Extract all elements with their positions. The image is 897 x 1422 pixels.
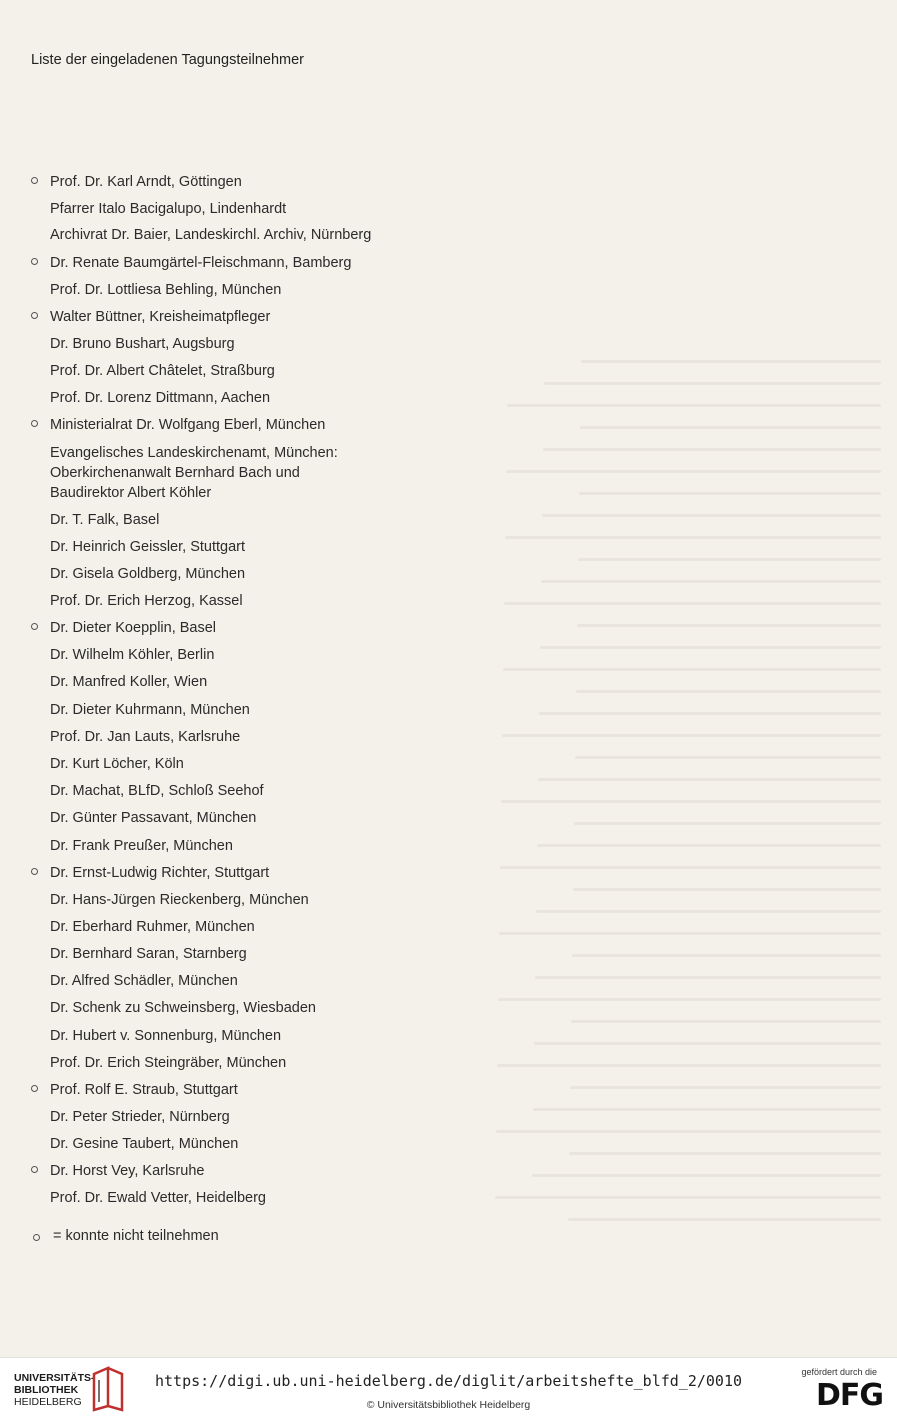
bleed-through-line [496,1130,881,1133]
bleed-through-line [535,976,881,979]
bleed-through-line [532,1174,881,1177]
bleed-through-line [507,404,881,407]
participant-row: Dr. Manfred Koller, Wien [50,674,208,690]
bleed-through-line [577,624,881,627]
participant-row: Dr. Bruno Bushart, Augsburg [50,336,235,352]
library-logo-line2: BIBLIOTHEK [14,1384,79,1396]
legend-text: = konnte nicht teilnehmen [53,1228,219,1244]
participant-row: Walter Büttner, Kreisheimatpfleger [50,309,271,325]
dfg-logo: DFG [815,1378,883,1413]
participant-row: Dr. Hubert v. Sonnenburg, München [50,1028,282,1044]
absent-marker-icon [31,312,38,319]
bleed-through-line [573,888,881,891]
bleed-through-line [541,580,881,583]
participant-row: Dr. Schenk zu Schweinsberg, Wiesbaden [50,1000,316,1016]
bleed-through-line [534,1042,881,1045]
library-logo-line1: UNIVERSITÄTS- [14,1372,95,1384]
bleed-through-line [502,734,881,737]
participant-row: Prof. Dr. Karl Arndt, Göttingen [50,174,242,190]
participant-row: Dr. Horst Vey, Karlsruhe [50,1163,205,1179]
absent-marker-icon [31,420,38,427]
absent-marker-icon [31,177,38,184]
participant-row: Pfarrer Italo Bacigalupo, Lindenhardt [50,201,287,217]
absent-marker-icon [31,1085,38,1092]
bleed-through-line [578,558,881,561]
participant-row: Dr. Alfred Schädler, München [50,973,238,989]
bleed-through-line [500,866,881,869]
participant-row: Dr. Hans-Jürgen Rieckenberg, München [50,892,309,908]
participant-row: Prof. Dr. Erich Steingräber, München [50,1055,287,1071]
participant-row: Dr. Eberhard Ruhmer, München [50,919,255,935]
bleed-through-line [538,778,881,781]
permalink-url[interactable]: https://digi.ub.uni-heidelberg.de/diglit/arbeitshefte_blfd_2/0010 [155,1372,742,1390]
participant-row: Archivrat Dr. Baier, Landeskirchl. Archiv, Nürnberg [50,227,372,243]
bleed-through-line [581,360,881,363]
bleed-through-line [539,712,881,715]
absent-marker-icon [31,1166,38,1173]
bleed-through-line [497,1064,881,1067]
bleed-through-line [533,1108,881,1111]
participant-row: Dr. Ernst-Ludwig Richter, Stuttgart [50,865,270,881]
participant-row: Dr. Bernhard Saran, Starnberg [50,946,247,962]
absent-marker-icon [31,258,38,265]
participant-row: Dr. Kurt Löcher, Köln [50,756,184,772]
bleed-through-line [542,514,881,517]
bleed-through-line [575,756,881,759]
bleed-through-line [543,448,881,451]
bleed-through-line [571,1020,881,1023]
participant-row: Dr. Gesine Taubert, München [50,1136,239,1152]
bleed-through-line [568,1218,881,1221]
bleed-through-line [540,646,881,649]
library-logo-line3: HEIDELBERG [14,1396,82,1408]
bleed-through-line [537,844,881,847]
bleed-through-line [504,602,881,605]
page-title: Liste der eingeladenen Tagungsteilnehmer [31,52,305,68]
bleed-through-line [544,382,881,385]
participant-row: Dr. T. Falk, Basel [50,512,160,528]
bleed-through-line [505,536,881,539]
bleed-through-line [579,492,881,495]
participant-row: Prof. Dr. Lottliesa Behling, München [50,282,282,298]
bleed-through-line [572,954,881,957]
participant-row: Prof. Dr. Erich Herzog, Kassel [50,593,243,609]
bleed-through-line [495,1196,881,1199]
funding-note: gefördert durch die [801,1367,877,1377]
participant-row: Dr. Dieter Koepplin, Basel [50,620,217,636]
participant-row: Evangelisches Landeskirchenamt, München: [50,445,338,461]
bleed-through-line [499,932,881,935]
participant-row: Dr. Renate Baumgärtel-Fleischmann, Bamberg [50,255,352,271]
participant-row: Ministerialrat Dr. Wolfgang Eberl, München [50,417,326,433]
participant-row: Oberkirchenanwalt Bernhard Bach und [50,465,300,481]
bleed-through-line [501,800,881,803]
absent-marker-icon [31,623,38,630]
participant-row: Dr. Günter Passavant, München [50,810,257,826]
bleed-through-line [580,426,881,429]
participant-row: Dr. Wilhelm Köhler, Berlin [50,647,215,663]
absent-marker-icon [31,868,38,875]
bleed-through-line [503,668,881,671]
participant-row: Prof. Dr. Jan Lauts, Karlsruhe [50,729,241,745]
participant-row: Prof. Dr. Ewald Vetter, Heidelberg [50,1190,266,1206]
participant-row: Dr. Dieter Kuhrmann, München [50,702,250,718]
participant-row: Baudirektor Albert Köhler [50,485,212,501]
bleed-through-line [576,690,881,693]
bleed-through-line [574,822,881,825]
bleed-through-line [498,998,881,1001]
footer [0,1357,897,1422]
bleed-through-line [536,910,881,913]
participant-row: Dr. Gisela Goldberg, München [50,566,246,582]
participant-row: Dr. Peter Strieder, Nürnberg [50,1109,230,1125]
absent-marker-icon [33,1234,40,1241]
participant-row: Prof. Rolf E. Straub, Stuttgart [50,1082,238,1098]
copyright-text: © Universitätsbibliothek Heidelberg [366,1399,531,1411]
participant-row: Prof. Dr. Lorenz Dittmann, Aachen [50,390,271,406]
participant-row: Dr. Machat, BLfD, Schloß Seehof [50,783,264,799]
bleed-through-line [569,1152,881,1155]
bleed-through-line [506,470,881,473]
participant-row: Dr. Heinrich Geissler, Stuttgart [50,539,246,555]
bleed-through-line [570,1086,881,1089]
participant-row: Prof. Dr. Albert Châtelet, Straßburg [50,363,275,379]
participant-row: Dr. Frank Preußer, München [50,838,233,854]
